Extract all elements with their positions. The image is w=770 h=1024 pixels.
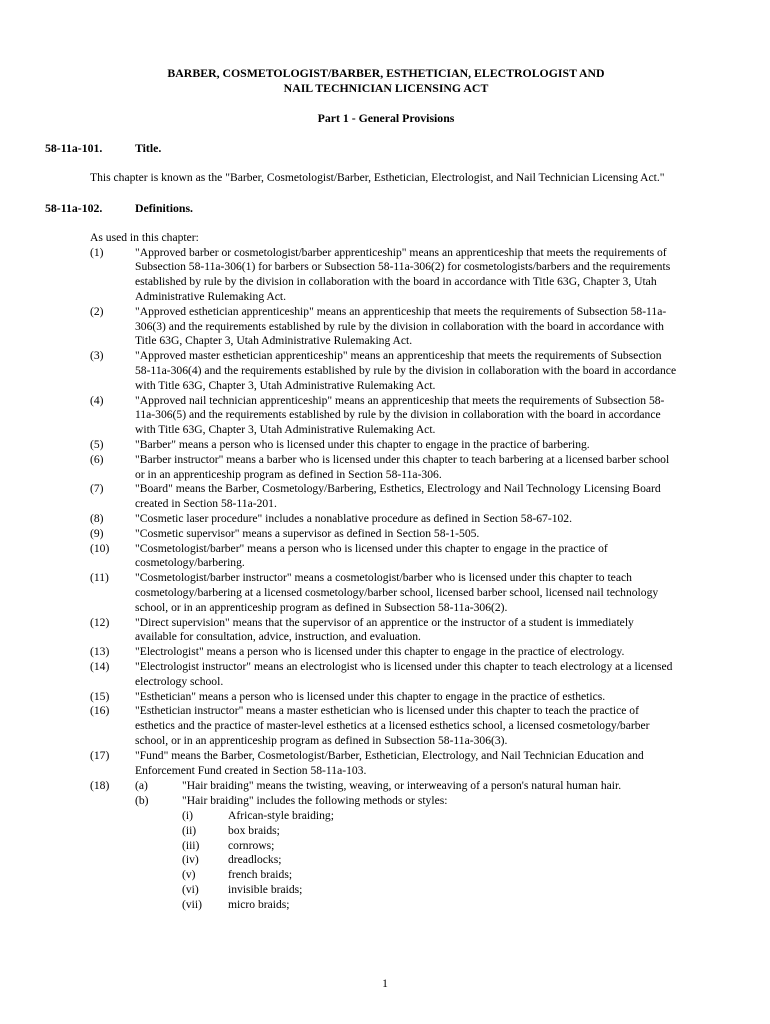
definition-text-line: "Fund" means the Barber, Cosmetologist/Barber, Esthetician, Electrology, and Nail Technician Education and (135, 748, 644, 762)
roman-label: (v) (182, 868, 196, 882)
definition-number: (18) (90, 779, 110, 792)
definition-text-line: "Cosmetologist/barber" means a person who is licensed under this chapter to engage in the practice of (135, 541, 608, 555)
section-number-102: 58-11a-102. (45, 201, 103, 215)
definitions-intro: As used in this chapter: (90, 231, 199, 244)
definition-text-line: "Barber instructor" means a barber who is licensed under this chapter to teach barbering at a licensed barber school (135, 452, 670, 466)
definition-number: (9) (90, 526, 104, 540)
definition-text-line: with Title 63G, Chapter 3, Utah Administrative Rulemaking Act. (135, 423, 436, 437)
definition-text-line: with Title 63G, Chapter 3, Utah Administrative Rulemaking Act. (135, 378, 436, 392)
roman-label: (i) (182, 809, 193, 822)
definition-text-line: "Cosmetologist/barber instructor" means a cosmetologist/barber who is licensed under this chapter to teach (135, 571, 632, 585)
definition-text-line: Subsection 58-11a-306(1) for barbers or Subsection 58-11a-306(2) for cosmetologists/barbers and the requirements (135, 260, 671, 274)
definition-text-line: or in an apprenticeship program as defined in Section 58-11a-306. (135, 467, 442, 481)
definition-text-line: Administrative Rulemaking Act. (135, 289, 287, 303)
roman-text: invisible braids; (228, 883, 303, 896)
title-paragraph: This chapter is known as the "Barber, Cosmetologist/Barber, Esthetician, Electrologist, and Nail Technician Licensing Act." (90, 171, 665, 184)
definition-text-line: 58-11a-306(4) and the requirements established by rule by the division in collaboration with the board in accordance (135, 363, 677, 377)
section-number-101: 58-11a-101. (45, 141, 103, 155)
roman-label: (iv) (182, 853, 199, 867)
definition-text-line: "Approved barber or cosmetologist/barber apprenticeship" means an apprenticeship that meets the requirements of (135, 245, 667, 259)
definition-number: (1) (90, 245, 104, 259)
definition-text-line: "Cosmetic supervisor" means a supervisor as defined in Section 58-1-505. (135, 526, 480, 540)
definition-text-line: "Direct supervision" means that the supervisor of an apprentice or the instructor of a student is immediately (135, 615, 634, 629)
definition-number: (17) (90, 748, 110, 762)
definition-text-line: cosmetology/barbering at a licensed cosmetology/barber school, licensed barber school, licensed nail technology (135, 585, 659, 599)
page-number: 1 (382, 977, 388, 990)
definition-text-line: school, or in an apprenticeship program as defined in Subsection 58-11a-306(2). (135, 600, 508, 614)
definition-number: (4) (90, 393, 104, 407)
section-heading-title: Title. (135, 141, 162, 155)
definition-text-line: "Approved master esthetician apprenticeship" means an apprenticeship that meets the requirements of Subsection (135, 349, 662, 363)
definition-text-line: 306(3) and the requirements established by rule by the division in collaboration with the board in accordance with (135, 319, 664, 333)
document-title-line1: BARBER, COSMETOLOGIST/BARBER, ESTHETICIAN, ELECTROLOGIST AND (167, 66, 605, 80)
definition-number: (11) (90, 571, 109, 585)
definition-number: (7) (90, 482, 104, 496)
definition-text-line: Enforcement Fund created in Section 58-11a-103. (135, 763, 367, 777)
subitem-label: (b) (135, 794, 149, 807)
definition-number: (15) (90, 689, 110, 703)
definition-text-line: "Esthetician instructor" means a master esthetician who is licensed under this chapter to teach the practice of (135, 704, 639, 718)
roman-label: (vii) (182, 897, 202, 911)
roman-label: (ii) (182, 823, 197, 837)
roman-text: french braids; (228, 868, 293, 882)
definition-number: (12) (90, 615, 110, 629)
section-heading-definitions: Definitions. (135, 201, 194, 215)
definition-text-line: "Approved esthetician apprenticeship" means an apprenticeship that meets the requirements of Subsection 58-11a- (135, 304, 667, 318)
definition-text-line: 11a-306(5) and the requirements established by rule by the division in collaboration with the board in accordance (135, 408, 661, 422)
definition-text-line: esthetics and the practice of master-level esthetics at a licensed esthetics school, a licensed cosmetology/barber (135, 719, 650, 733)
subitem-text: "Hair braiding" includes the following methods or styles: (182, 794, 448, 807)
definition-number: (13) (90, 645, 110, 659)
definition-text-line: "Esthetician" means a person who is licensed under this chapter to engage in the practice of esthetics. (135, 689, 606, 703)
definition-number: (3) (90, 349, 104, 363)
roman-label: (vi) (182, 883, 199, 896)
definition-text-line: established by rule by the division in collaboration with the board in accordance with Title 63G, Chapter 3, Utah (135, 275, 657, 289)
definition-number: (10) (90, 541, 110, 555)
definition-text-line: "Electrologist" means a person who is licensed under this chapter to engage in the practice of electrology. (135, 645, 625, 659)
roman-text: dreadlocks; (228, 853, 282, 867)
definition-number: (8) (90, 511, 104, 525)
definition-number: (5) (90, 437, 104, 451)
definition-text-line: "Electrologist instructor" means an electrologist who is licensed under this chapter to teach electrology at a licensed (135, 659, 673, 673)
definition-text-line: available for consultation, advice, instruction, and evaluation. (135, 630, 421, 644)
definition-text-line: cosmetology/barbering. (135, 556, 245, 570)
definition-text-line: "Approved nail technician apprenticeship" means an apprenticeship that meets the requirements of Subsection 58- (135, 393, 665, 407)
definition-text-line: "Barber" means a person who is licensed under this chapter to engage in the practice of barbering. (135, 437, 590, 451)
roman-text: African-style braiding; (228, 809, 334, 822)
definition-text-line: school, or in an apprenticeship program as defined in Subsection 58-11a-306(3). (135, 733, 508, 747)
definition-number: (14) (90, 659, 110, 673)
definition-number: (2) (90, 304, 104, 318)
part-heading: Part 1 - General Provisions (317, 111, 455, 125)
document-title-line2: NAIL TECHNICIAN LICENSING ACT (283, 81, 489, 95)
definition-text-line: "Cosmetic laser procedure" includes a nonablative procedure as defined in Section 58-67-102. (135, 511, 573, 525)
definition-text-line: "Board" means the Barber, Cosmetology/Barbering, Esthetics, Electrology and Nail Technology Licensing Board (135, 482, 661, 496)
roman-text: cornrows; (228, 838, 275, 852)
definition-text-line: Title 63G, Chapter 3, Utah Administrative Rulemaking Act. (135, 334, 413, 348)
roman-label: (iii) (182, 838, 200, 852)
definition-text-line: electrology school. (135, 674, 224, 688)
subitem-text: "Hair braiding" means the twisting, weaving, or interweaving of a person's natural human hair. (182, 779, 622, 792)
roman-text: box braids; (228, 823, 280, 837)
definition-number: (16) (90, 704, 110, 718)
definition-text-line: created in Section 58-11a-201. (135, 497, 277, 511)
subitem-label: (a) (135, 779, 148, 792)
roman-text: micro braids; (228, 897, 290, 911)
definition-number: (6) (90, 452, 104, 466)
